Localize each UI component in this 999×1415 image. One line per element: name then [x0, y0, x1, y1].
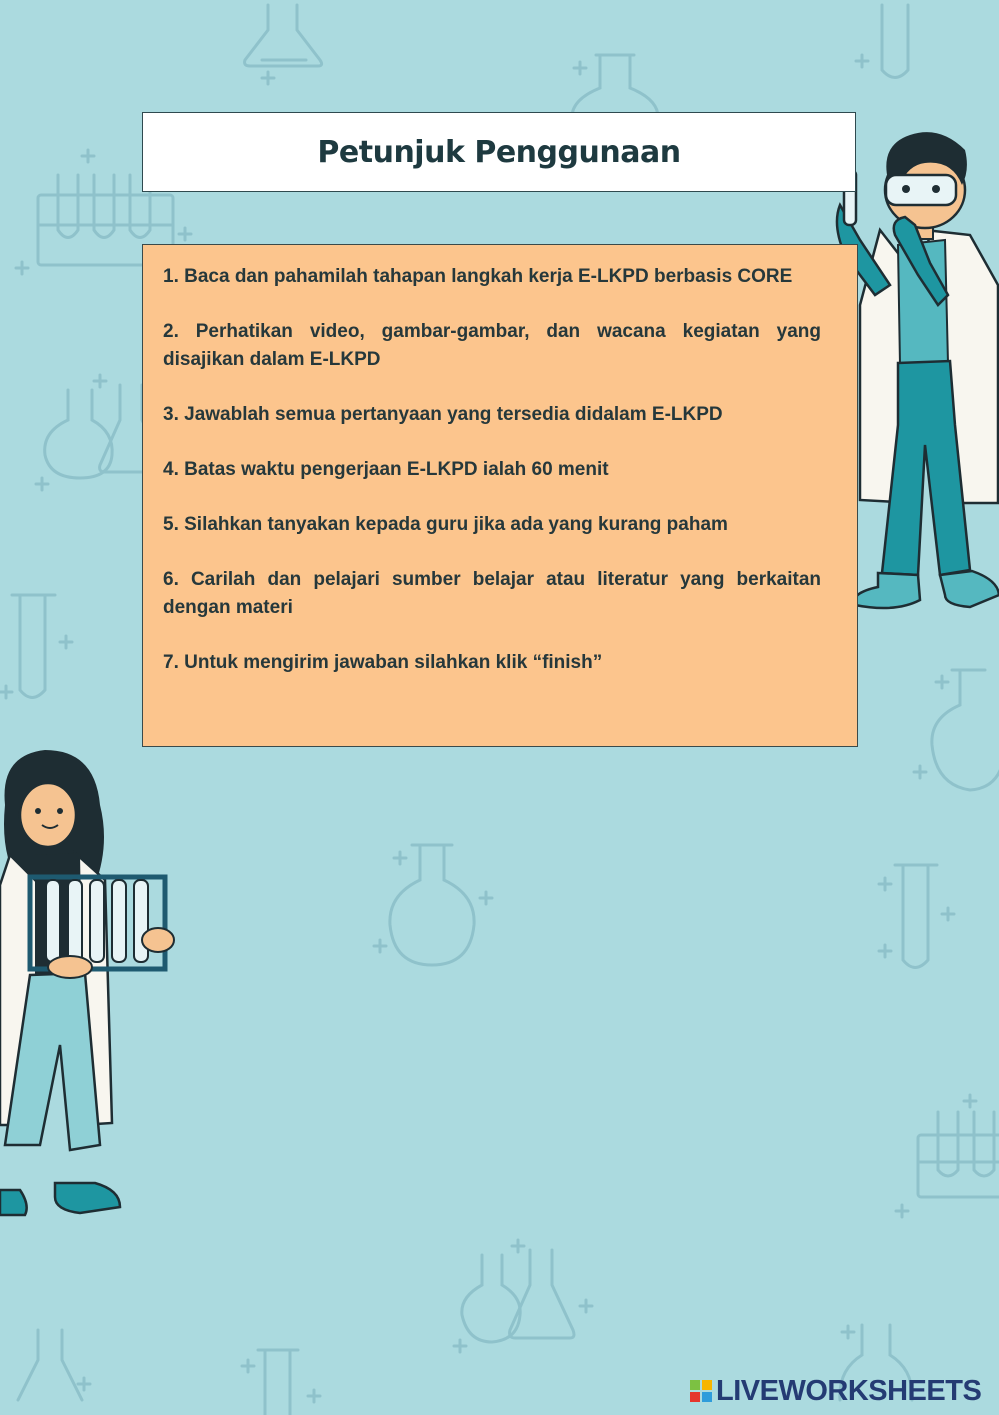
instruction-item: 6. Carilah dan pelajari sumber belajar atau literatur yang berkaitan dengan materi [163, 569, 821, 618]
instruction-item: 3. Jawablah semua pertanyaan yang tersedia didalam E-LKPD [163, 404, 723, 425]
scientist-woman-illustration [0, 745, 180, 1220]
instruction-item: 5. Silahkan tanyakan kepada guru jika ada yang kurang paham [163, 514, 728, 535]
instruction-item: 2. Perhatikan video, gambar-gambar, dan wacana kegiatan yang disajikan dalam E-LKPD [163, 321, 821, 370]
instruction-item: 7. Untuk mengirim jawaban silahkan klik “finish” [163, 652, 603, 673]
page-title: Petunjuk Penggunaan [317, 134, 681, 170]
liveworksheets-logo-icon [690, 1380, 712, 1402]
instructions-panel [142, 244, 858, 747]
liveworksheets-watermark [690, 1374, 981, 1408]
instruction-item: 4. Batas waktu pengerjaan E-LKPD ialah 60 menit [163, 459, 609, 480]
instruction-item: 1. Baca dan pahamilah tahapan langkah kerja E-LKPD berbasis CORE [163, 266, 793, 287]
watermark-text: LIVEWORKSHEETS [716, 1374, 982, 1407]
title-banner [142, 112, 856, 192]
